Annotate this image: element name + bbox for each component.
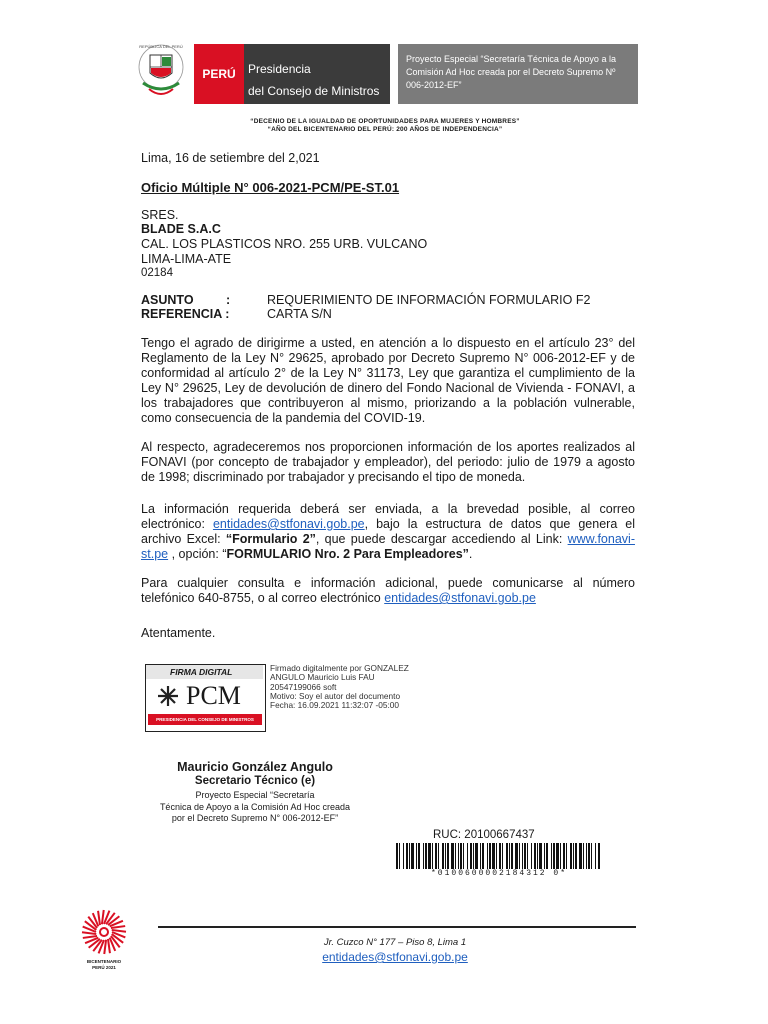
barcode-bar bbox=[566, 843, 567, 869]
barcode-bar bbox=[425, 843, 427, 869]
barcode-bar bbox=[438, 843, 439, 869]
coat-of-arms-icon bbox=[135, 43, 187, 105]
closing: Atentamente. bbox=[141, 626, 216, 640]
paragraph-3: La información requerida deberá ser enviada, a la brevedad posible, al correo electrónico: entidades@stfonavi.gob.pe, bajo la estructura de datos que genera el archivo Excel: “Formulario 2”, que puede descargar accediendo al Link: www.fonavi-st.pe , opción: “FORMULARIO Nro. 2 Para Empleadores”. bbox=[141, 502, 635, 561]
barcode-bar bbox=[575, 843, 577, 869]
barcode-bar bbox=[527, 843, 528, 869]
coat-of-arms-ring-text: REPÚBLICA DEL PERÚ bbox=[139, 44, 183, 49]
barcode-bar bbox=[416, 843, 417, 869]
barcode-bar bbox=[595, 843, 596, 869]
barcode-bar bbox=[586, 843, 587, 869]
contact-email-link[interactable]: entidades@stfonavi.gob.pe bbox=[384, 591, 536, 605]
barcode-bar bbox=[480, 843, 481, 869]
recipient-address-line2: LIMA-LIMA-ATE bbox=[141, 252, 232, 266]
barcode-bar bbox=[455, 843, 456, 869]
barcode-bar bbox=[470, 843, 472, 869]
barcode-bar bbox=[519, 843, 520, 869]
barcode-bar bbox=[463, 843, 464, 869]
barcode-bar bbox=[467, 843, 468, 869]
barcode-bar bbox=[556, 843, 559, 869]
bicentenario-ray bbox=[102, 910, 104, 924]
barcode-bar bbox=[573, 843, 574, 869]
barcode-bar bbox=[442, 843, 444, 869]
salutation: SRES. bbox=[141, 208, 179, 222]
form-name: “Formulario 2” bbox=[225, 532, 316, 546]
barcode-bar bbox=[445, 843, 446, 869]
bicentenario-logo-icon bbox=[78, 906, 130, 958]
barcode-bar bbox=[598, 843, 600, 869]
barcode-bar bbox=[551, 843, 552, 869]
barcode-bar bbox=[570, 843, 572, 869]
bicentenario-ray bbox=[112, 930, 126, 932]
barcode-bar bbox=[537, 843, 538, 869]
footer-divider bbox=[158, 926, 636, 928]
barcode-bar bbox=[534, 843, 536, 869]
email-link[interactable]: entidades@stfonavi.gob.pe bbox=[212, 517, 365, 531]
footer-address: Jr. Cuzco N° 177 – Piso 8, Lima 1 bbox=[323, 937, 467, 948]
signer-project: Proyecto Especial “Secretaría Técnica de Apoyo a la Comisión Ad Hoc creada por el Decreto Supremo N° 006-2012-EF” bbox=[159, 790, 351, 823]
barcode-bar bbox=[502, 843, 503, 869]
bicentenario-ray bbox=[98, 911, 100, 925]
bicentenario-ray bbox=[83, 936, 97, 938]
barcode-bar bbox=[560, 843, 561, 869]
signer-title: Secretario Técnico (e) bbox=[194, 775, 316, 787]
barcode-bar bbox=[531, 843, 532, 869]
ruc-label: RUC: 20100667437 bbox=[433, 829, 535, 841]
decenio-heading: “DECENIO DE LA IGUALDAD DE OPORTUNIDADES PARA MUJERES Y HOMBRES” “AÑO DEL BICENTENARIO DEL PERÚ: 200 AÑOS DE INDEPENDENCIA” bbox=[250, 118, 520, 133]
barcode-bar bbox=[553, 843, 555, 869]
recipient-address-line1: CAL. LOS PLASTICOS NRO. 255 URB. VULCANO bbox=[141, 237, 428, 251]
barcode-bar bbox=[579, 843, 582, 869]
barcode-bar bbox=[563, 843, 565, 869]
barcode-bar bbox=[396, 843, 398, 869]
barcode-bar bbox=[487, 843, 488, 869]
bicentenario-ray bbox=[104, 940, 106, 954]
barcode-bar bbox=[418, 843, 420, 869]
form-option: FORMULARIO Nro. 2 Para Empleadores” bbox=[226, 547, 469, 561]
asunto-label: ASUNTO bbox=[141, 293, 194, 307]
barcode-bar bbox=[511, 843, 513, 869]
letter-date: Lima, 16 de setiembre del 2,021 bbox=[141, 151, 320, 165]
barcode-bar bbox=[451, 843, 454, 869]
barcode-bar bbox=[546, 843, 548, 869]
paragraph-4: Para cualquier consulta e información adicional, puede comunicarse al número telefónico 640-8755, o al correo electrónico entidades@stfonavi.gob.pe bbox=[141, 576, 635, 605]
barcode-bar bbox=[411, 843, 414, 869]
barcode-bar bbox=[428, 843, 431, 869]
barcode-bar bbox=[473, 843, 474, 869]
barcode-bar bbox=[489, 843, 491, 869]
recipient-code: 02184 bbox=[141, 267, 173, 279]
barcode-bar bbox=[435, 843, 437, 869]
stamp-logo-text: PCM bbox=[186, 681, 241, 710]
barcode-bar bbox=[492, 843, 495, 869]
referencia-value: CARTA S/N bbox=[267, 307, 332, 321]
barcode-bar bbox=[399, 843, 400, 869]
asunto-colon: : bbox=[226, 293, 231, 307]
footer-email-link[interactable]: entidades@stfonavi.gob.pe bbox=[322, 950, 468, 964]
barcode-bar bbox=[591, 843, 592, 869]
oficio-number: Oficio Múltiple N° 006-2021-PCM/PE-ST.01 bbox=[141, 180, 400, 195]
stamp-title: FIRMA DIGITAL bbox=[146, 665, 263, 679]
barcode-bar bbox=[539, 843, 542, 869]
bicentenario-ray bbox=[82, 932, 96, 934]
bicentenario-logo-text: BICENTENARIO PERÚ 2021 bbox=[86, 959, 122, 970]
barcode-bar bbox=[460, 843, 462, 869]
ministry-line2: del Consejo de Ministros bbox=[248, 84, 380, 98]
website-link[interactable]: www.fonavi-st.pe bbox=[141, 532, 635, 561]
barcode-bar bbox=[499, 843, 501, 869]
barcode-bar bbox=[447, 843, 449, 869]
paragraph-2: Al respecto, agradeceremos nos proporcionen información de los aportes realizados al FONAVI (por concepto de trabajador y empleador), del periodo: julio de 1979 a agosto de 1998; discriminado por trabajador y precisando el tipo de moneda. bbox=[141, 440, 635, 484]
barcode-bar bbox=[588, 843, 590, 869]
paragraph-1: Tengo el agrado de dirigirme a usted, en atención a lo dispuesto en el artículo 23° del Reglamento de la Ley N° 29625, aprobado por Decreto Supremo N° 006-2012-EF y de conformidad al artículo 2° de la Ley N° 31173, Ley que garantiza el cumplimiento de la Ley N° 29625, Ley de devolución de dinero del Fondo Nacional de Vivienda - FONAVI, a los trabajadores que contribuyeron al mismo, priorizando a la población vulnerable, como consecuencia de la pandemia del COVID-19. bbox=[141, 336, 635, 425]
bicentenario-ray bbox=[111, 926, 125, 928]
barcode-bar bbox=[458, 843, 459, 869]
barcode-bar bbox=[515, 843, 518, 869]
bicentenario-ray bbox=[108, 939, 110, 953]
signer-name: Mauricio González Angulo bbox=[177, 760, 333, 774]
referencia-label: REFERENCIA : bbox=[141, 307, 230, 321]
barcode-bar bbox=[522, 843, 523, 869]
recipient-company: BLADE S.A.C bbox=[141, 222, 221, 236]
barcode-bar bbox=[409, 843, 410, 869]
peru-label: PERÚ bbox=[194, 44, 244, 104]
asunto-value: REQUERIMIENTO DE INFORMACIÓN FORMULARIO F2 bbox=[267, 293, 591, 307]
barcode-bar bbox=[496, 843, 497, 869]
barcode-bar bbox=[475, 843, 478, 869]
barcode-bar bbox=[406, 843, 408, 869]
barcode-bar bbox=[524, 843, 526, 869]
ministry-line1: Presidencia bbox=[248, 62, 311, 76]
digital-signature-details: Firmado digitalmente por GONZALEZ ANGULO Mauricio Luis FAU 20547199066 soft Motivo: Soy el autor del documento Fecha: 16.09.2021 11:32:07 -05:00 bbox=[270, 663, 409, 711]
barcode-bar bbox=[583, 843, 584, 869]
barcode-icon bbox=[394, 843, 604, 869]
stamp-subtitle: PRESIDENCIA DEL CONSEJO DE MINISTROS bbox=[148, 714, 262, 725]
barcode-bar bbox=[423, 843, 424, 869]
barcode-bar bbox=[509, 843, 510, 869]
barcode-number: *0100600002184312 0* bbox=[430, 869, 567, 878]
project-title-box: Proyecto Especial “Secretaría Técnica de Apoyo a la Comisión Ad Hoc creada por el Decreto Supremo Nº 006-2012-EF” bbox=[398, 44, 638, 104]
barcode-bar bbox=[544, 843, 545, 869]
barcode-bar bbox=[482, 843, 484, 869]
barcode-bar bbox=[403, 843, 404, 869]
barcode-bar bbox=[432, 843, 433, 869]
barcode-bar bbox=[506, 843, 508, 869]
